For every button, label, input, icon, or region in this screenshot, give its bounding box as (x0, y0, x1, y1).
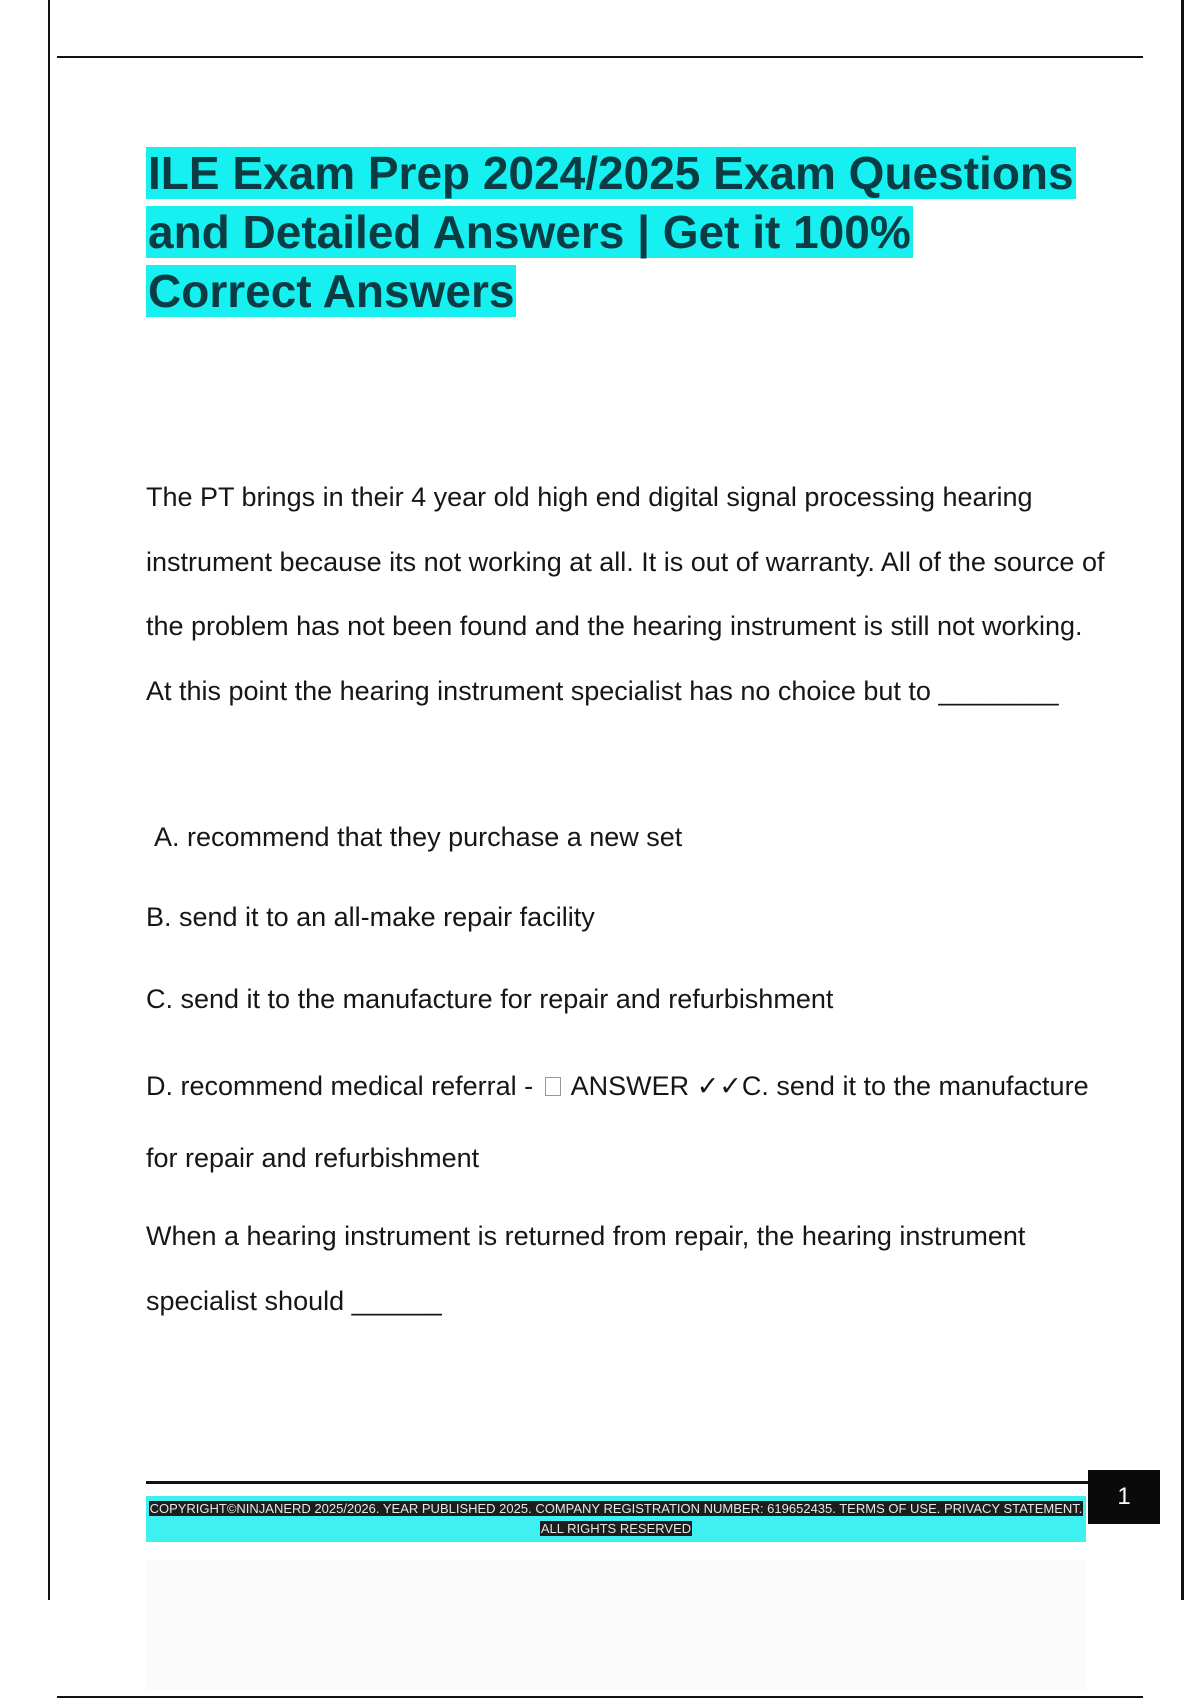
page-number-badge: 1 (1088, 1470, 1160, 1524)
question-1-option-d (146, 1050, 1106, 1194)
checkbox-icon (545, 1077, 561, 1096)
question-1-text: The PT brings in their 4 year old high end digital signal processing hearing instrument because its not working at all. It is out of warranty. All of the source of the problem has not been found and the hearing instrument is still not working. At this point the hearing instrument specialist has no choice but to ________ (146, 482, 1105, 706)
page-border-right (1181, 0, 1184, 1600)
document-title-text: ILE Exam Prep 2024/2025 Exam Questions and Detailed Answers | Get it 100% Correct Answers (148, 147, 1074, 317)
document-title (146, 144, 1086, 321)
bottom-margin-area (146, 1560, 1086, 1690)
footer-rule (146, 1481, 1088, 1484)
option-d-label: D. recommend medical referral - (146, 1071, 541, 1101)
question-1-option-c: C. send it to the manufacture for repair and refurbishment (146, 984, 834, 1014)
header-rule (57, 56, 1143, 58)
question-1-option-a: A. recommend that they purchase a new set (154, 822, 683, 852)
question-2-text: When a hearing instrument is returned from repair, the hearing instrument specialist should ______ (146, 1221, 1026, 1316)
answer-text: ANSWER ✓✓C. send it to the manufacture for repair and refurbishment (146, 1071, 1089, 1173)
page-border-left (48, 0, 50, 1600)
footer-copyright-text: COPYRIGHT©NINJANERD 2025/2026. YEAR PUBLISHED 2025. COMPANY REGISTRATION NUMBER: 619652435. TERMS OF USE. PRIVACY STATEMENT. ALL RIGHTS RESERVED (149, 1501, 1083, 1536)
question-1-option-b: B. send it to an all-make repair facility (146, 902, 595, 932)
bottom-rule (57, 1696, 1143, 1698)
footer-copyright-bar (146, 1496, 1086, 1542)
